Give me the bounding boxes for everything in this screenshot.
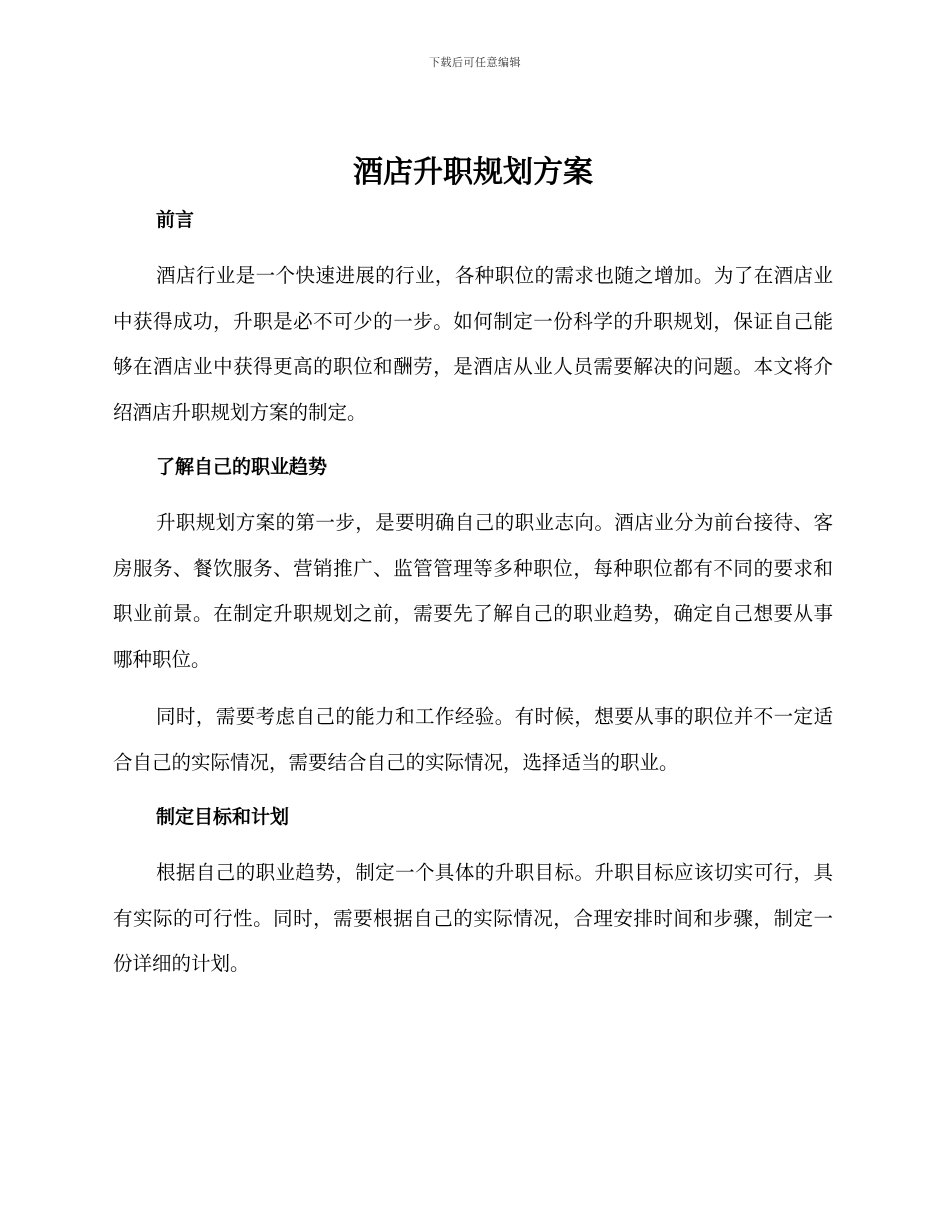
paragraph-career-trend-2: 同时，需要考虑自己的能力和工作经验。有时候，想要从事的职位并不一定适合自己的实际情况，需要结合自己的实际情况，选择适当的职业。 [113,705,833,774]
page-header-watermark: 下载后可任意编辑 [429,56,521,69]
paragraph-goals-plans: 根据自己的职业趋势，制定一个具体的升职目标。升职目标应该切实可行，具有实际的可行性。同时，需要根据自己的实际情况，合理安排时间和步骤，制定一份详细的计划。 [113,861,833,975]
section-heading-career-trend: 了解自己的职业趋势 [156,456,328,478]
section-heading-goals-plans: 制定目标和计划 [156,806,290,828]
document-title: 酒店升职规划方案 [353,155,593,190]
document-body [113,150,833,987]
paragraph-career-trend-1: 升职规划方案的第一步，是要明确自己的职业志向。酒店业分为前台接待、客房服务、餐饮服务、营销推广、监管管理等多种职位，每种职位都有不同的要求和职业前景。在制定升职规划之前，需要先了解自己的职业趋势，确定自己想要从事哪种职位。 [113,511,833,671]
section-heading-preface: 前言 [156,209,195,231]
paragraph-preface: 酒店行业是一个快速进展的行业，各种职位的需求也随之增加。为了在酒店业中获得成功，升职是必不可少的一步。如何制定一份科学的升职规划，保证自己能够在酒店业中获得更高的职位和酬劳，是酒店从业人员需要解决的问题。本文将介绍酒店升职规划方案的制定。 [113,264,833,424]
